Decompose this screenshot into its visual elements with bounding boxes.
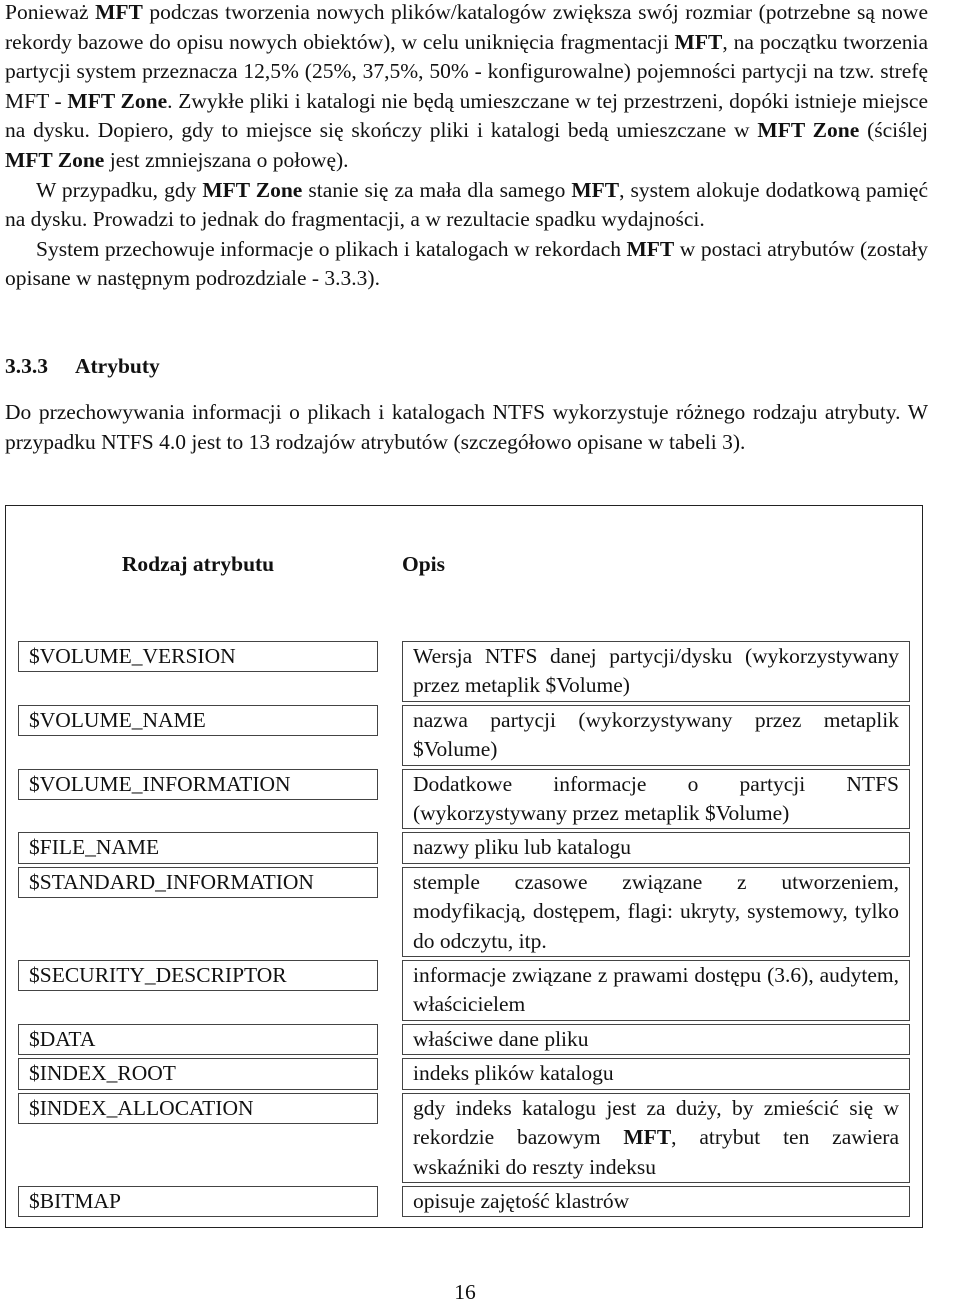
bold-term: MFT Zone	[202, 177, 303, 202]
table-body	[6, 638, 923, 1228]
description-cell	[390, 864, 923, 957]
table-row	[6, 1021, 923, 1055]
description-cell	[390, 1021, 923, 1055]
attribute-cell	[6, 766, 391, 830]
description-cell	[390, 1183, 923, 1217]
spacer-cell	[6, 1217, 923, 1228]
table-row	[6, 1183, 923, 1217]
page-number: 16	[454, 1280, 476, 1304]
description-cell	[390, 702, 923, 766]
table-row	[6, 829, 923, 863]
table-row	[6, 1055, 923, 1089]
description-cell	[390, 638, 923, 702]
bold-term: MFT	[626, 236, 675, 261]
attribute-description: stemple czasowe związane z utworzeniem, modyfikacją, dostępem, flagi: ukryty, systemowy, tylko do odczytu, itp.	[402, 867, 910, 957]
table-row	[6, 864, 923, 957]
intro-paragraphs	[5, 0, 928, 294]
description-cell	[390, 957, 923, 1021]
attribute-description: opisuje zajętość klastrów	[402, 1186, 910, 1217]
table-row	[6, 638, 923, 702]
paragraph-mft-zone-overflow: W przypadku, gdy MFT Zone stanie się za mała dla samego MFT, system alokuje dodatkową pamięć na dysku. Prowadzi to jednak do fragmentacji, a w rezultacie spadku wydajności.	[5, 177, 929, 232]
paragraph-ntfs-attributes: Do przechowywania informacji o plikach i katalogach NTFS wykorzystuje różnego rodzaju atrybuty. W przypadku NTFS 4.0 jest to 13 rodzajów atrybutów (szczegółowo opisane w tabeli 3).	[5, 400, 928, 454]
attribute-name: $INDEX_ALLOCATION	[18, 1093, 378, 1124]
description-cell	[390, 1055, 923, 1089]
attribute-cell	[6, 829, 391, 863]
attribute-description: indeks plików katalogu	[402, 1058, 910, 1089]
attribute-cell	[6, 957, 391, 1021]
description-cell	[390, 829, 923, 863]
table-row	[6, 766, 923, 830]
attribute-cell	[6, 702, 391, 766]
attribute-name: $BITMAP	[18, 1186, 378, 1217]
attribute-description: nazwy pliku lub katalogu	[402, 832, 910, 863]
attribute-description: właściwe dane pliku	[402, 1024, 910, 1055]
section-title: Atrybuty	[75, 354, 160, 378]
bold-term: MFT	[674, 29, 723, 54]
attribute-name: $STANDARD_INFORMATION	[18, 867, 378, 898]
attribute-cell	[6, 1021, 391, 1055]
attribute-cell	[6, 1183, 391, 1217]
table-header-row	[6, 506, 923, 639]
bold-term: MFT Zone	[5, 147, 105, 172]
attribute-name: $VOLUME_VERSION	[18, 641, 378, 672]
table-bottom-spacer	[6, 1217, 923, 1228]
description-cell	[390, 1090, 923, 1183]
attribute-name: $INDEX_ROOT	[18, 1058, 378, 1089]
attribute-name: $SECURITY_DESCRIPTOR	[18, 960, 378, 991]
table-row	[6, 957, 923, 1021]
paragraph-mft-zone: Ponieważ MFT podczas tworzenia nowych plików/katalogów zwiększa swój rozmiar (potrzebne są nowe rekordy bazowe do opisu nowych obiektów), w celu uniknięcia fragmentacji MFT, na początku tworzenia partycji system przeznacza 12,5% (25%, 37,5%, 50% - konfigurowalne) pojemności partycji na tzw. strefę MFT - MFT Zone. Zwykłe pliki i katalogi nie będą umieszczane w tej przestrzeni, dopóki istnieje miejsce na dysku. Dopiero, gdy to miejsce się skończy pliki i katalogi bedą umieszczane w MFT Zone (ściślej MFT Zone jest zmniejszana o połowę).	[5, 0, 929, 172]
attribute-name: $VOLUME_NAME	[18, 705, 378, 736]
attribute-description: Dodatkowe informacje o partycji NTFS (wykorzystywany przez metaplik $Volume)	[402, 769, 910, 830]
attribute-name: $DATA	[18, 1024, 378, 1055]
description-cell	[390, 766, 923, 830]
bold-term: MFT Zone	[67, 88, 168, 113]
attribute-cell	[6, 1055, 391, 1089]
attribute-description: gdy indeks katalogu jest za duży, by zmieścić się w rekordzie bazowym MFT, atrybut ten zawiera wskaźniki do reszty indeksu	[402, 1093, 910, 1183]
attribute-cell	[6, 1090, 391, 1183]
section-heading	[5, 354, 160, 379]
attributes-table	[5, 505, 923, 1228]
bold-term: MFT	[571, 177, 620, 202]
attribute-description: Wersja NTFS danej partycji/dysku (wykorzystywany przez metaplik $Volume)	[402, 641, 910, 702]
table-row	[6, 702, 923, 766]
section-number: 3.3.3	[5, 354, 48, 378]
table-row	[6, 1090, 923, 1183]
attribute-description: informacje związane z prawami dostępu (3.6), audytem, właścicielem	[402, 960, 910, 1021]
header-description: Opis	[402, 552, 446, 576]
attribute-description: nazwa partycji (wykorzystywany przez metaplik $Volume)	[402, 705, 910, 766]
bold-term: MFT	[623, 1125, 672, 1150]
bold-term: MFT	[95, 0, 143, 24]
attribute-name: $VOLUME_INFORMATION	[18, 769, 378, 800]
bold-term: MFT Zone	[757, 118, 860, 143]
attribute-cell	[6, 864, 391, 957]
attribute-name: $FILE_NAME	[18, 832, 378, 863]
attribute-cell	[6, 638, 391, 702]
header-attribute-type: Rodzaj atrybutu	[121, 552, 275, 576]
paragraph-attributes-storage: System przechowuje informacje o plikach i katalogach w rekordach MFT w postaci atrybutów (zostały opisane w następnym podrozdziale - 3.3.3).	[5, 236, 928, 291]
